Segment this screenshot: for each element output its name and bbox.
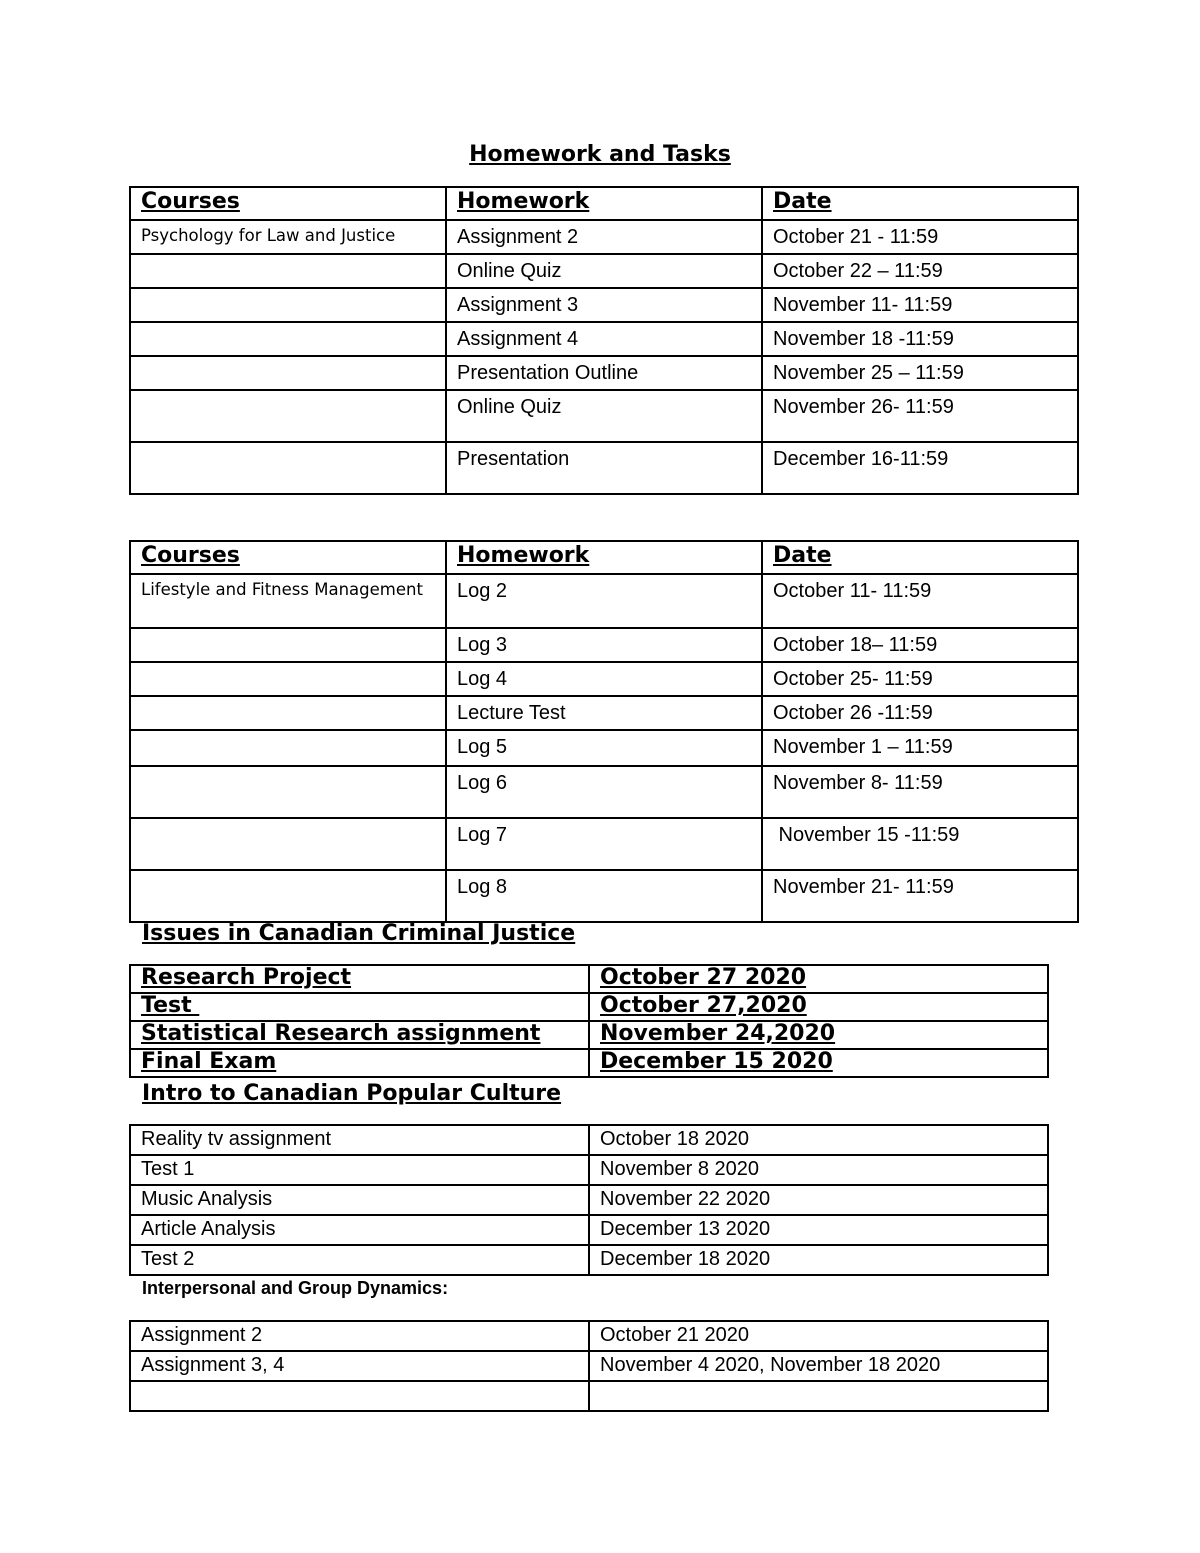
column-header-date: Date — [762, 187, 1078, 220]
course-cell: Psychology for Law and Justice — [130, 220, 446, 254]
table-row — [130, 870, 1078, 922]
table-row — [130, 662, 1078, 696]
homework-cell: Assignment 4 — [446, 322, 762, 356]
popular-culture-table — [129, 1124, 1049, 1276]
fitness-homework-table — [129, 540, 1079, 923]
table-row — [130, 1351, 1048, 1381]
table-row — [130, 1021, 1048, 1049]
table-row — [130, 730, 1078, 766]
date-cell: October 11- 11:59 — [762, 574, 1078, 628]
task-cell: Reality tv assignment — [130, 1125, 589, 1155]
task-cell: Article Analysis — [130, 1215, 589, 1245]
table-row — [130, 1049, 1048, 1077]
course-cell — [130, 288, 446, 322]
table-row — [130, 288, 1078, 322]
date-cell: November 4 2020, November 18 2020 — [589, 1351, 1048, 1381]
table-header-row — [130, 187, 1078, 220]
homework-cell: Log 3 — [446, 628, 762, 662]
table-row — [130, 696, 1078, 730]
table-row — [130, 993, 1048, 1021]
date-cell — [589, 1381, 1048, 1411]
date-cell: October 21 - 11:59 — [762, 220, 1078, 254]
course-cell — [130, 390, 446, 442]
date-cell: December 13 2020 — [589, 1215, 1048, 1245]
homework-cell: Online Quiz — [446, 254, 762, 288]
table-row — [130, 766, 1078, 818]
homework-cell: Lecture Test — [446, 696, 762, 730]
psychology-homework-table — [129, 186, 1079, 495]
course-cell — [130, 696, 446, 730]
page-title: Homework and Tasks — [469, 142, 731, 167]
task-cell: Test 1 — [130, 1155, 589, 1185]
date-cell: November 1 – 11:59 — [762, 730, 1078, 766]
group-dynamics-table — [129, 1320, 1049, 1412]
course-cell — [130, 730, 446, 766]
course-cell — [130, 442, 446, 494]
column-header-homework: Homework — [446, 187, 762, 220]
course-cell: Lifestyle and Fitness Management — [130, 574, 446, 628]
section-title-criminal-justice: Issues in Canadian Criminal Justice — [142, 921, 576, 946]
table-row — [130, 1215, 1048, 1245]
date-cell: October 18 2020 — [589, 1125, 1048, 1155]
table-row — [130, 356, 1078, 390]
column-header-courses: Courses — [130, 187, 446, 220]
homework-cell: Presentation — [446, 442, 762, 494]
homework-cell: Log 7 — [446, 818, 762, 870]
date-cell: November 15 -11:59 — [762, 818, 1078, 870]
table-row — [130, 1155, 1048, 1185]
table-row — [130, 1185, 1048, 1215]
task-cell: Final Exam — [130, 1049, 589, 1077]
date-cell: November 18 -11:59 — [762, 322, 1078, 356]
table-row — [130, 254, 1078, 288]
homework-cell: Log 6 — [446, 766, 762, 818]
homework-cell: Assignment 2 — [446, 220, 762, 254]
table-row — [130, 965, 1048, 993]
table-row — [130, 628, 1078, 662]
table-row — [130, 1381, 1048, 1411]
date-cell: October 26 -11:59 — [762, 696, 1078, 730]
column-header-homework: Homework — [446, 541, 762, 574]
course-cell — [130, 322, 446, 356]
date-cell: December 18 2020 — [589, 1245, 1048, 1275]
homework-cell: Assignment 3 — [446, 288, 762, 322]
date-cell: November 22 2020 — [589, 1185, 1048, 1215]
task-cell: Test 2 — [130, 1245, 589, 1275]
date-cell: October 22 – 11:59 — [762, 254, 1078, 288]
criminal-justice-table — [129, 964, 1049, 1078]
date-cell: November 8 2020 — [589, 1155, 1048, 1185]
task-cell: Music Analysis — [130, 1185, 589, 1215]
task-cell: Statistical Research assignment — [130, 1021, 589, 1049]
homework-cell: Log 5 — [446, 730, 762, 766]
table-row — [130, 818, 1078, 870]
date-cell: October 21 2020 — [589, 1321, 1048, 1351]
task-cell — [130, 1381, 589, 1411]
task-cell: Test — [130, 993, 589, 1021]
table-row — [130, 1245, 1048, 1275]
task-cell: Assignment 2 — [130, 1321, 589, 1351]
date-cell: November 8- 11:59 — [762, 766, 1078, 818]
course-cell — [130, 766, 446, 818]
task-cell: Research Project — [130, 965, 589, 993]
table-row — [130, 220, 1078, 254]
date-cell: December 15 2020 — [589, 1049, 1048, 1077]
date-cell: November 24,2020 — [589, 1021, 1048, 1049]
course-cell — [130, 818, 446, 870]
date-cell: November 25 – 11:59 — [762, 356, 1078, 390]
homework-cell: Log 4 — [446, 662, 762, 696]
column-header-date: Date — [762, 541, 1078, 574]
date-cell: December 16-11:59 — [762, 442, 1078, 494]
table-row — [130, 1125, 1048, 1155]
course-cell — [130, 356, 446, 390]
table-row — [130, 1321, 1048, 1351]
course-cell — [130, 662, 446, 696]
date-cell: October 27,2020 — [589, 993, 1048, 1021]
homework-cell: Log 2 — [446, 574, 762, 628]
date-cell: October 18– 11:59 — [762, 628, 1078, 662]
course-cell — [130, 628, 446, 662]
column-header-courses: Courses — [130, 541, 446, 574]
date-cell: October 27 2020 — [589, 965, 1048, 993]
date-cell: October 25- 11:59 — [762, 662, 1078, 696]
task-cell: Assignment 3, 4 — [130, 1351, 589, 1381]
date-cell: November 11- 11:59 — [762, 288, 1078, 322]
date-cell: November 21- 11:59 — [762, 870, 1078, 922]
course-cell — [130, 870, 446, 922]
table-row — [130, 574, 1078, 628]
homework-cell: Log 8 — [446, 870, 762, 922]
course-cell — [130, 254, 446, 288]
table-row — [130, 322, 1078, 356]
section-title-group-dynamics: Interpersonal and Group Dynamics: — [142, 1278, 449, 1298]
table-row — [130, 390, 1078, 442]
table-header-row — [130, 541, 1078, 574]
homework-cell: Online Quiz — [446, 390, 762, 442]
section-title-popular-culture: Intro to Canadian Popular Culture — [142, 1081, 562, 1106]
table-row — [130, 442, 1078, 494]
date-cell: November 26- 11:59 — [762, 390, 1078, 442]
homework-cell: Presentation Outline — [446, 356, 762, 390]
